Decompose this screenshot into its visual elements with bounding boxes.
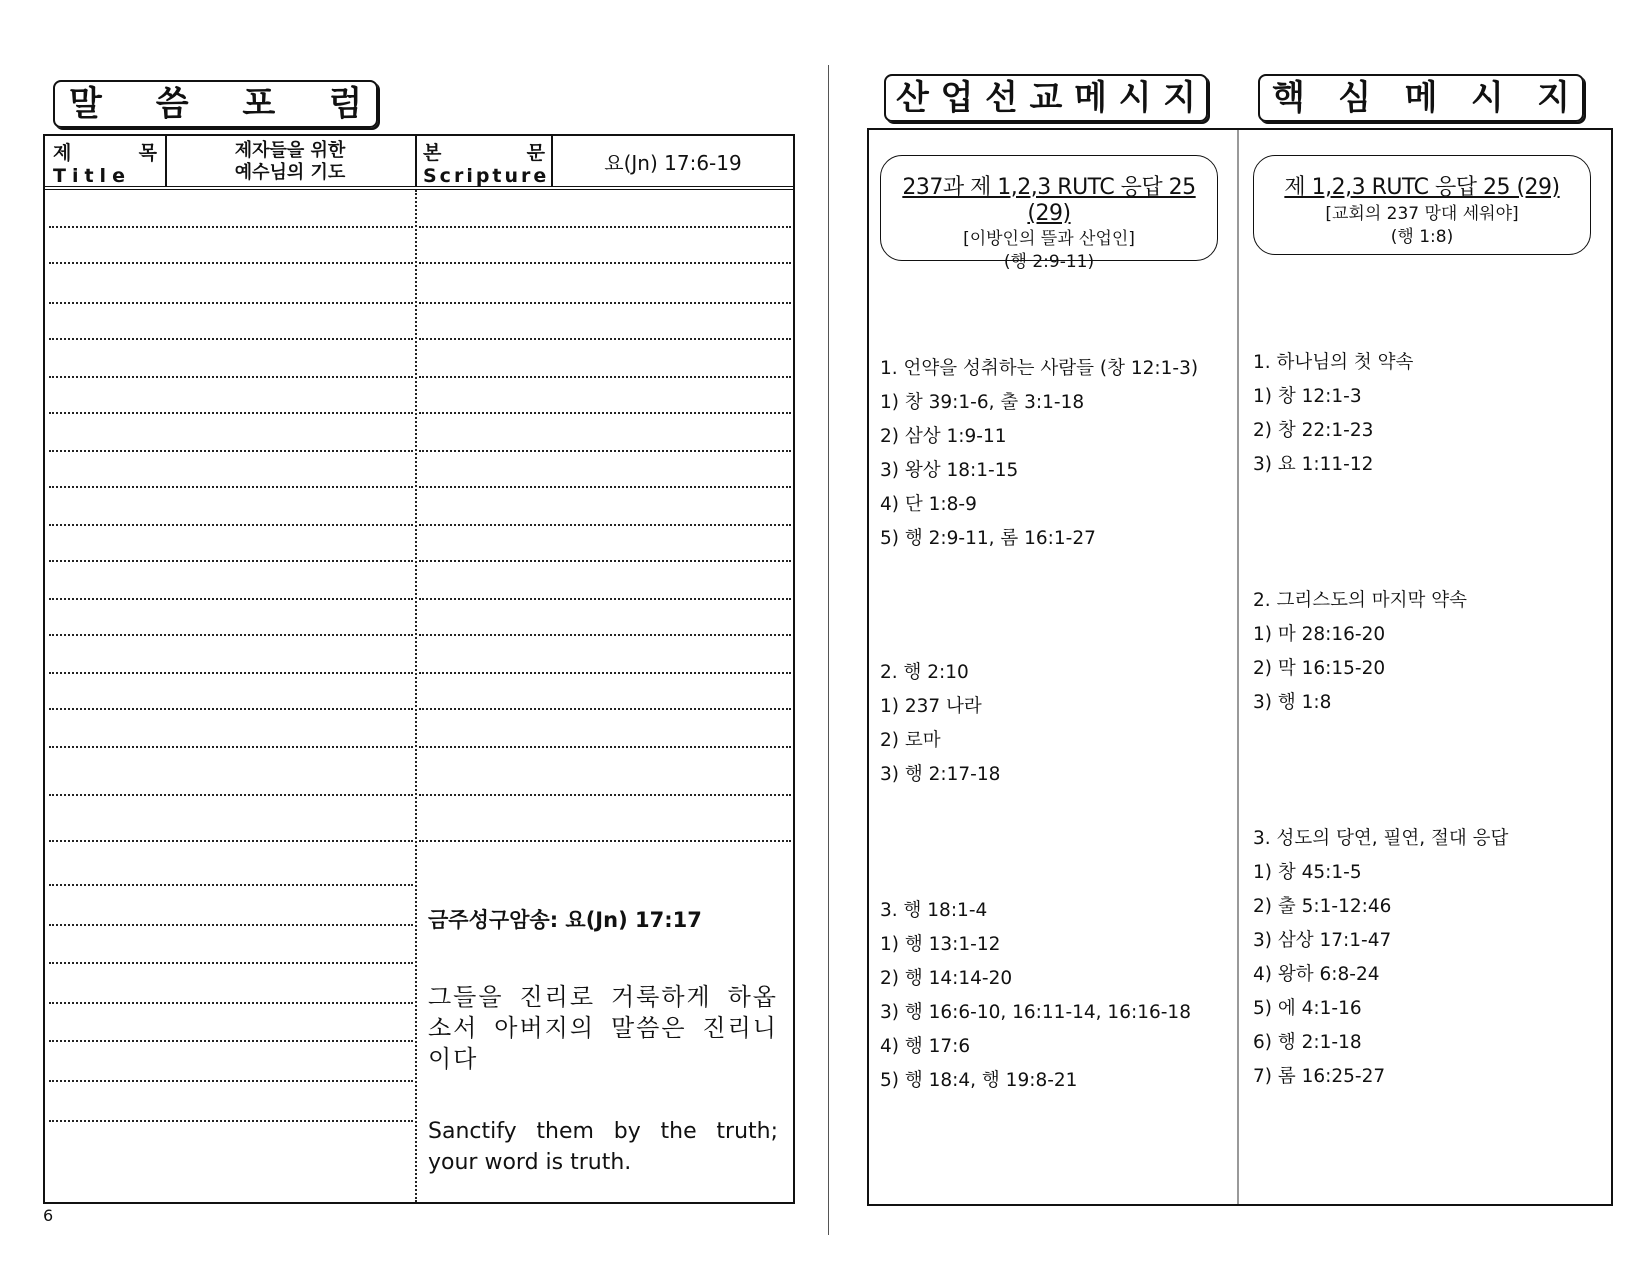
list-item: 3. 행 18:1-4	[880, 900, 988, 921]
note-line	[49, 1080, 413, 1082]
note-line	[49, 746, 413, 748]
note-line	[49, 840, 413, 842]
page-spine	[828, 65, 829, 1235]
sermon-notes-table	[43, 134, 795, 1204]
heading-char: 핵	[1272, 78, 1305, 118]
list-item: 2. 행 2:10	[880, 662, 969, 683]
heading-char: 지	[1537, 78, 1570, 118]
note-line	[49, 524, 413, 526]
note-line	[49, 412, 413, 414]
note-line	[49, 1120, 413, 1122]
note-line	[419, 302, 791, 304]
message-reference: (행 2:9-11)	[1003, 252, 1095, 272]
list-item: 5) 에 4:1-16	[1253, 998, 1362, 1019]
note-line	[49, 450, 413, 452]
note-line	[49, 560, 413, 562]
list-item: 1) 창 39:1-6, 출 3:1-18	[880, 392, 1085, 413]
list-item: 3) 행 1:8	[1253, 692, 1332, 713]
memory-verse-english: Sanctify them by the truth; your word is truth.	[428, 1119, 778, 1175]
message-section-2	[880, 656, 1000, 792]
list-item: 2) 출 5:1-12:46	[1253, 896, 1392, 917]
note-line	[419, 840, 791, 842]
column-divider	[415, 190, 417, 1202]
note-line	[419, 338, 791, 340]
note-line	[49, 302, 413, 304]
note-line	[419, 746, 791, 748]
heading-char: 메	[1074, 78, 1107, 118]
message-section-3	[880, 894, 1191, 1098]
core-section-1	[1253, 346, 1413, 482]
list-item: 3. 성도의 당연, 필연, 절대 응답	[1253, 828, 1509, 849]
list-item: 3) 삼상 17:1-47	[1253, 930, 1392, 951]
core-section-2	[1253, 584, 1467, 720]
industrial-mission-heading	[884, 74, 1208, 122]
heading-char: 시	[1470, 78, 1504, 118]
list-item: 4) 단 1:8-9	[880, 494, 977, 515]
heading-char: 메	[1404, 78, 1438, 118]
note-line	[49, 672, 413, 674]
note-line	[419, 226, 791, 228]
scripture-label: 본 문 Scripture	[423, 142, 550, 187]
core-subtitle: [교회의 237 망대 세워야]	[1325, 204, 1519, 224]
note-line	[419, 376, 791, 378]
list-item: 3) 왕상 18:1-15	[880, 460, 1019, 481]
note-line	[49, 598, 413, 600]
note-line	[419, 524, 791, 526]
core-section-3	[1253, 822, 1508, 1094]
list-item: 3) 요 1:11-12	[1253, 454, 1374, 475]
core-message-heading	[1258, 74, 1584, 122]
note-line	[419, 486, 791, 488]
heading-char: 선	[985, 78, 1018, 118]
list-item: 2) 창 22:1-23	[1253, 420, 1374, 441]
note-line	[419, 262, 791, 264]
heading-char: 럼	[329, 84, 362, 124]
list-item: 1) 창 12:1-3	[1253, 386, 1362, 407]
note-line	[49, 338, 413, 340]
table-header	[45, 136, 793, 190]
note-line	[49, 262, 413, 264]
message-subtitle: [이방인의 뜰과 산업인]	[963, 229, 1135, 249]
heading-char: 씀	[155, 84, 189, 124]
list-item: 2) 막 16:15-20	[1253, 658, 1386, 679]
list-item: 4) 행 17:6	[880, 1036, 971, 1057]
note-line	[419, 672, 791, 674]
core-reference: (행 1:8)	[1390, 227, 1454, 247]
list-item: 1) 마 28:16-20	[1253, 624, 1386, 645]
list-item: 3) 행 2:17-18	[880, 764, 1001, 785]
list-item: 7) 롬 16:25-27	[1253, 1066, 1386, 1087]
scripture-value: 요(Jn) 17:6-19	[604, 150, 742, 175]
list-item: 2. 그리스도의 마지막 약속	[1253, 590, 1468, 611]
note-line	[419, 450, 791, 452]
list-item: 2) 로마	[880, 730, 941, 751]
core-title-box	[1253, 155, 1591, 255]
message-title-box	[880, 155, 1218, 272]
note-line	[419, 634, 791, 636]
page-number: 6	[43, 1206, 54, 1225]
heading-char: 포	[242, 84, 276, 124]
note-line	[49, 376, 413, 378]
note-line	[49, 884, 413, 886]
heading-char: 말	[69, 84, 102, 124]
list-item: 1. 하나님의 첫 약속	[1253, 352, 1414, 373]
note-line	[49, 634, 413, 636]
title-label: 제 목 Title	[53, 142, 157, 187]
list-item: 2) 삼상 1:9-11	[880, 426, 1007, 447]
note-line	[49, 708, 413, 710]
note-line	[419, 412, 791, 414]
note-line	[49, 794, 413, 796]
list-item: 5) 행 18:4, 행 19:8-21	[880, 1070, 1078, 1091]
heading-char: 지	[1163, 78, 1196, 118]
list-item: 2) 행 14:14-20	[880, 968, 1013, 989]
note-line	[419, 708, 791, 710]
memory-verse-heading: 금주성구암송: 요(Jn) 17:17	[428, 908, 702, 932]
note-line	[49, 1040, 413, 1042]
list-item: 4) 왕하 6:8-24	[1253, 964, 1380, 985]
title-value: 제자들을 위한 예수님의 기도	[234, 140, 346, 183]
sermon-forum-heading	[53, 80, 378, 128]
note-line	[49, 226, 413, 228]
list-item: 5) 행 2:9-11, 롬 16:1-27	[880, 528, 1096, 549]
note-line	[49, 924, 413, 926]
memory-verse-korean: 그들을 진리로 거룩하게 하옵소서 아버지의 말씀은 진리니이다	[428, 983, 778, 1073]
list-item: 6) 행 2:1-18	[1253, 1032, 1362, 1053]
note-line	[419, 794, 791, 796]
list-item: 1) 창 45:1-5	[1253, 862, 1362, 883]
note-line	[419, 598, 791, 600]
note-line	[49, 486, 413, 488]
note-line	[419, 560, 791, 562]
heading-char: 시	[1118, 78, 1152, 118]
message-section-1	[880, 352, 1198, 556]
list-item: 3) 행 16:6-10, 16:11-14, 16:16-18	[880, 1002, 1191, 1023]
heading-char: 업	[940, 78, 974, 118]
heading-char: 심	[1338, 78, 1372, 118]
core-title: 제 1,2,3 RUTC 응답 25 (29)	[1284, 175, 1560, 200]
heading-char: 산	[896, 78, 929, 118]
list-item: 1) 행 13:1-12	[880, 934, 1001, 955]
column-divider	[1237, 130, 1239, 1204]
note-line	[49, 962, 413, 964]
message-title: 237과 제 1,2,3 RUTC 응답 25 (29)	[902, 175, 1196, 226]
list-item: 1) 237 나라	[880, 696, 982, 717]
heading-char: 교	[1029, 78, 1063, 118]
list-item: 1. 언약을 성취하는 사람들 (창 12:1-3)	[880, 358, 1199, 379]
note-line	[49, 1002, 413, 1004]
